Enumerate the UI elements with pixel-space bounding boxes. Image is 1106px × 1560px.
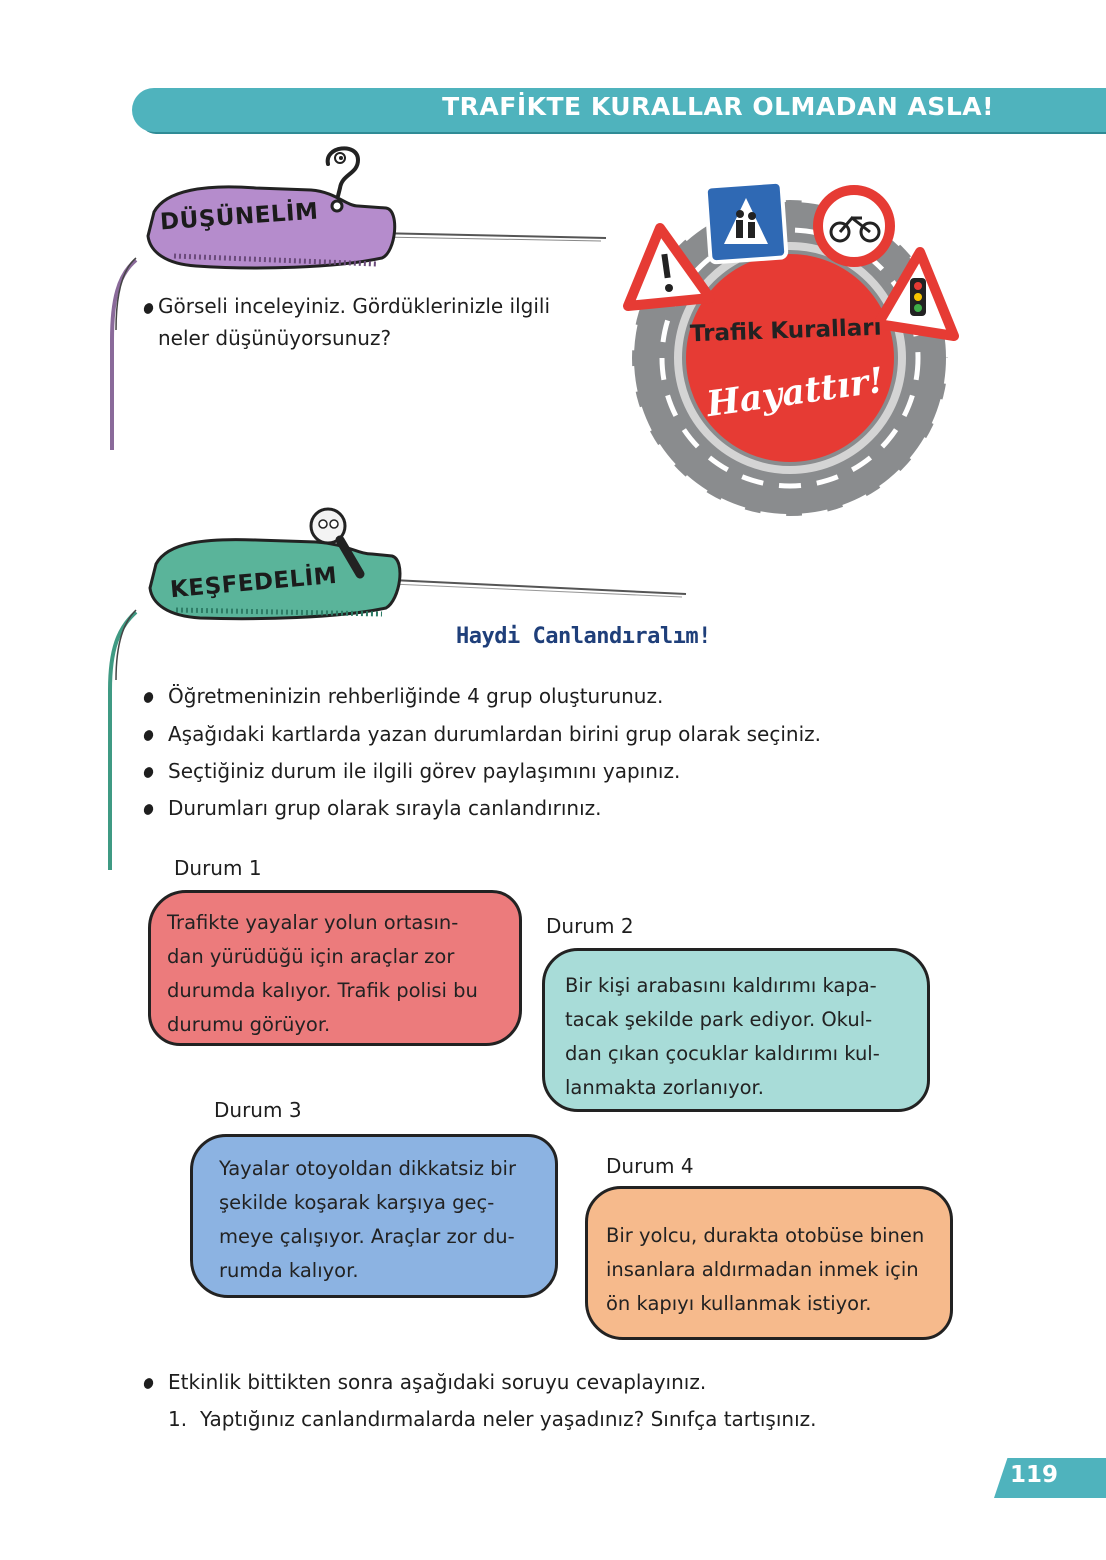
pedestrian-crossing-sign-icon xyxy=(705,181,786,262)
kesfedelim-bullet-1: Öğretmeninizin rehberliğinde 4 grup oluşturunuz. xyxy=(168,684,664,708)
traffic-rules-line2: Hayattır! xyxy=(704,359,887,426)
card-2-line: dan çıkan çocuklar kaldırımı kul- xyxy=(565,1042,880,1065)
card-1-line: Trafikte yayalar yolun ortasın- xyxy=(167,911,459,934)
closing-bullet: Etkinlik bittikten sonra aşağıdaki soruyu cevaplayınız. xyxy=(168,1370,707,1394)
card-3-line: rumda kalıyor. xyxy=(219,1259,359,1282)
question-number: 1. xyxy=(168,1407,188,1431)
card-2 xyxy=(542,948,930,1112)
kesfedelim-label: KEŞFEDELİM xyxy=(169,562,339,604)
card-3-line: meye çalışıyor. Araçlar zor du- xyxy=(219,1225,515,1248)
card-1-line: durumu görüyor. xyxy=(167,1013,331,1036)
card-4-line: insanlara aldırmadan inmek için xyxy=(606,1258,919,1281)
card-1-line: dan yürüdüğü için araçlar zor xyxy=(167,945,455,968)
kesfedelim-bullet-2: Aşağıdaki kartlarda yazan durumlardan birini grup olarak seçiniz. xyxy=(168,722,821,746)
dusunelim-label: DÜŞÜNELİM xyxy=(159,198,320,236)
question-mark-icon xyxy=(318,140,366,214)
page-number: 119 xyxy=(1010,1462,1059,1488)
card-1-line: durumda kalıyor. Trafik polisi bu xyxy=(167,979,478,1002)
magnifying-glass-icon xyxy=(304,502,368,582)
card-2-line: tacak şekilde park ediyor. Okul- xyxy=(565,1008,873,1031)
traffic-rules-illustration xyxy=(620,178,960,518)
card-4 xyxy=(585,1186,953,1340)
page-title: TRAFİKTE KURALLAR OLMADAN ASLA! xyxy=(442,92,994,121)
kesfedelim-bullet-4: Durumları grup olarak sırayla canlandırınız. xyxy=(168,796,602,820)
bullet-dot xyxy=(142,1377,155,1391)
kesfedelim-subtitle: Haydi Canlandıralım! xyxy=(456,624,711,649)
card-4-line: Bir yolcu, durakta otobüse binen xyxy=(606,1224,925,1247)
dusunelim-text-line2: neler düşünüyorsunuz? xyxy=(158,326,392,350)
traffic-rules-line1: Trafik Kuralları xyxy=(689,314,882,348)
card-4-label: Durum 4 xyxy=(606,1154,694,1178)
question-text: Yaptığınız canlandırmalarda neler yaşadınız? Sınıfça tartışınız. xyxy=(200,1407,817,1431)
card-1-label: Durum 1 xyxy=(174,856,262,880)
card-3-label: Durum 3 xyxy=(214,1098,302,1122)
no-bicycle-sign-icon xyxy=(818,190,890,262)
card-2-line: lanmakta zorlanıyor. xyxy=(565,1076,764,1099)
card-4-line: ön kapıyı kullanmak istiyor. xyxy=(606,1292,872,1315)
dusunelim-text-line1: Görseli inceleyiniz. Gördüklerinizle ilgili xyxy=(158,294,551,318)
card-3-line: şekilde koşarak karşıya geç- xyxy=(219,1191,495,1214)
card-3 xyxy=(190,1134,558,1298)
kesfedelim-bullet-3: Seçtiğiniz durum ile ilgili görev paylaşımını yapınız. xyxy=(168,759,681,783)
card-3-line: Yayalar otoyoldan dikkatsiz bir xyxy=(219,1157,516,1180)
card-2-label: Durum 2 xyxy=(546,914,634,938)
card-2-line: Bir kişi arabasını kaldırımı kapa- xyxy=(565,974,877,997)
card-1 xyxy=(148,890,522,1046)
